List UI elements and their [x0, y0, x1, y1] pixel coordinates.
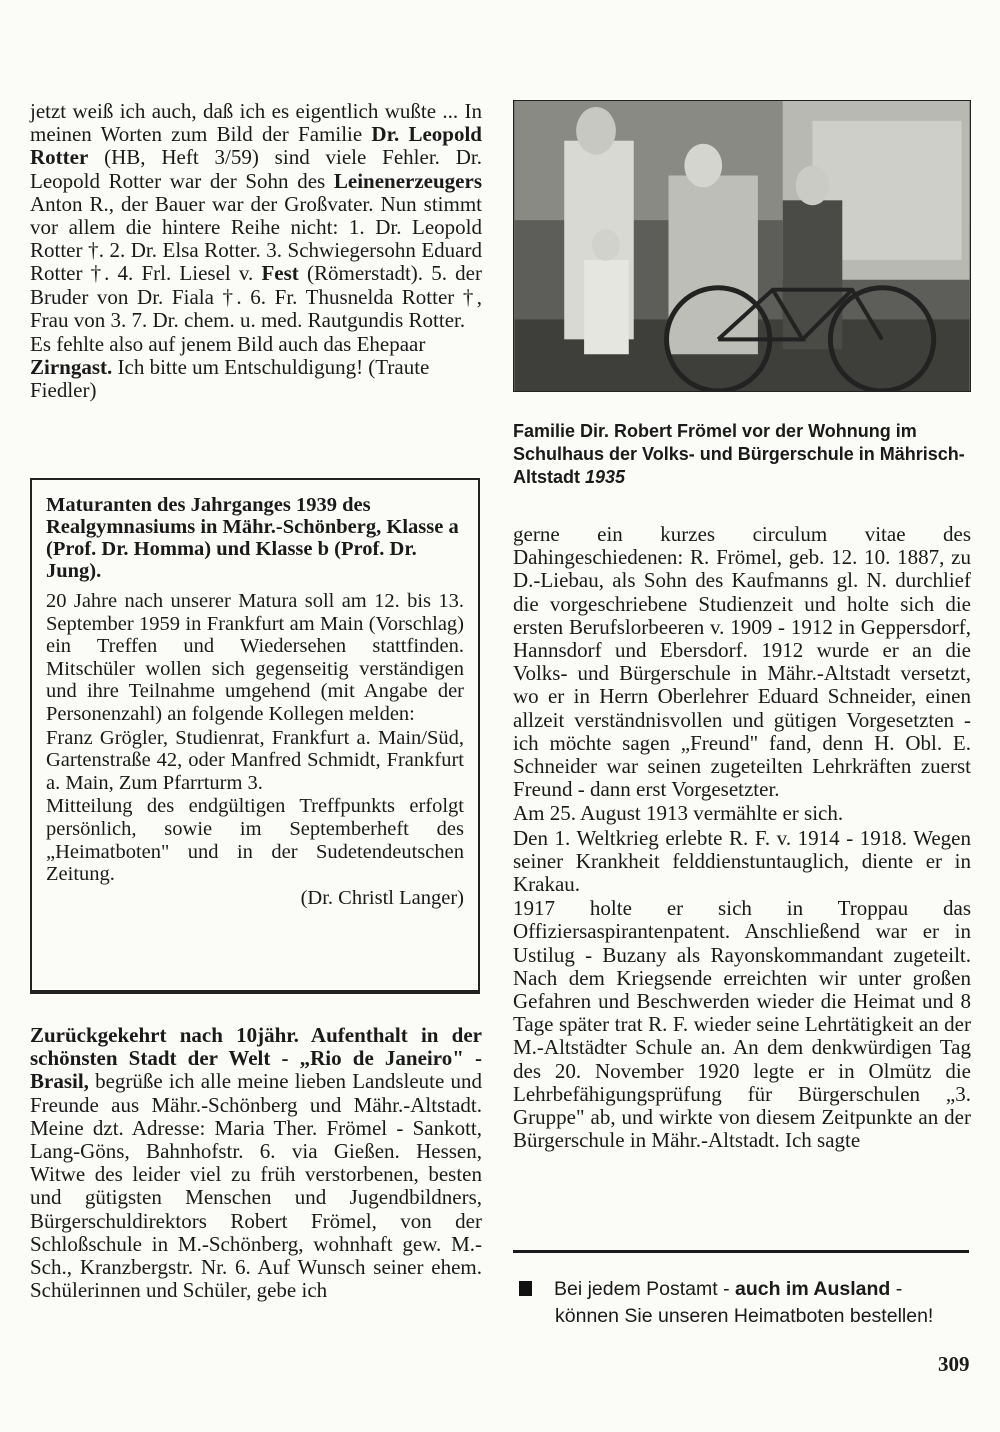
biography-paragraph-3: Den 1. Weltkrieg erlebte R. F. v. 1914 - 1918. Wegen seiner Krankheit felddienstuntauglich, diente er in Krakau.	[513, 825, 971, 897]
page-number: 309	[938, 1352, 970, 1376]
ad-line-1	[513, 1276, 973, 1303]
return-notice	[30, 1024, 482, 1302]
ad-line-2: können Sie unseren Heimatboten bestellen!	[555, 1305, 934, 1327]
return-notice-paragraph: Zurückgekehrt nach 10jähr. Aufenthalt in der schönsten Stadt der Welt - „Rio de Janeiro" - Brasil, begrüße ich alle meine lieben Landsleute und Freunde aus Mähr.-Schönberg und Mähr.-Altstadt. Meine dzt. Adresse: Maria Ther. Frömel - Sankott, Lang-Göns, Bahnhofstr. 6. via Gießen. Hessen, Witwe des leider viel zu früh verstorbenen, besten und gütigsten Menschen und Jugendbildners, Bürgerschuldirektors Robert Frömel, von der Schloßschule in M.-Schönberg, wohnhaft gew. M.-Sch., Kranzbergstr. Nr. 6. Auf Wunsch seiner ehem. Schülerinnen und Schüler, gebe ich	[30, 1023, 482, 1303]
announcement-heading: Maturanten des Jahrganges 1939 des Realgymnasiums in Mähr.-Schönberg, Klasse a (Prof. Dr. Homma) und Klasse b (Prof. Dr. Jung).	[46, 494, 459, 582]
photo-caption-year: 1935	[585, 467, 626, 487]
photo-caption-text: Familie Dir. Robert Frömel vor der Wohnung im Schulhaus der Volks- und Bürgerschule in Mährisch-Altstadt	[513, 421, 965, 487]
bold-run: Leinenerzeugers	[333, 168, 482, 193]
bold-run: Zirngast.	[30, 355, 113, 380]
announcement-paragraph: 20 Jahre nach unserer Matura soll am 12. bis 13. September 1959 in Frankfurt am Main (Vorschlag) ein Treffen und Wiedersehen stattfinden. Mitschüler wollen sich gegenseitig verständigen und ihre Teilnahme umgehend (mit Angabe der Personenzahl) an folgende Kollegen melden:	[46, 590, 464, 725]
ad-text-c: -	[890, 1278, 903, 1300]
bold-run: Fest	[261, 261, 299, 286]
biography-paragraph-2: Am 25. August 1913 vermählte er sich.	[513, 801, 844, 826]
subscription-ad	[513, 1276, 973, 1330]
biography-paragraph-4: 1917 holte er sich in Troppau das Offiziersaspirantenpatent. Anschließend war er in Ustilug - Buzany als Rayonskommandant zugeteilt. Nach dem Kriegsende erreichten wir unter großen Gefahren und Beschwerden wieder die Heimat und 8 Tage später trat R. F. wieder seine Lehrtätigkeit an der M.-Altstädter Schule an. An dem denkwürdigen Tag des 20. November 1920 legte er in Olmütz die Lehrbefähigungsprüfung für Bürgerschulen „3. Gruppe" ab, und wirkte von diesem Zeitpunkte an der Bürgerschule in Mähr.-Altstadt. Ich sagte	[513, 896, 971, 1153]
announcement-signature: (Dr. Christl Langer)	[300, 886, 464, 909]
bold-run: Zurückgekehrt nach 10jähr. Aufenthalt in der schönsten Stadt der Welt - „Rio de Janeiro" - Brasil,	[30, 1023, 482, 1094]
photo-caption	[513, 420, 971, 489]
ad-divider	[513, 1250, 969, 1253]
biography-paragraph-1: gerne ein kurzes circulum vitae des Dahingeschiedenen: R. Frömel, geb. 12. 10. 1887, zu D.-Liebau, als Sohn des Kaufmanns gl. N. durchlief die vorgeschriebene Studienzeit und holte sich die ersten Berufslorbeeren v. 1909 - 1912 in Geppersdorf, Hannsdorf und Ebersdorf. 1912 wurde er an die Volks- und Bürgerschule in Mähr.-Altstadt versetzt, wo er in Herrn Oberlehrer Eduard Schneider, einen allzeit verständnisvollen und gütigen Vorgesetzten - ich möchte sagen „Freund" fand, denn H. Obl. E. Schneider war seinen zugeteilten Lehrkräften zuerst Freund - dann erst Vorgesetzter.	[513, 522, 971, 802]
notice-paragraph: Mitteilung des endgültigen Treffpunkts erfolgt persönlich, sowie im Septemberheft des „Heimatboten" und in der Sudetendeutschen Zeitung.	[46, 795, 464, 886]
reunion-announcement-box	[30, 478, 480, 994]
bold-run: Dr. Leopold Rotter	[30, 122, 482, 170]
right-column	[513, 100, 971, 1152]
biography-text	[513, 523, 971, 1152]
apology-paragraph: Es fehlte also auf jenem Bild auch das Ehepaar Zirngast. Ich bitte um Entschuldigung! (Traute Fiedler)	[30, 332, 430, 403]
contact-paragraph: Franz Grögler, Studienrat, Frankfurt a. Main/Süd, Gartenstraße 42, oder Manfred Schmidt, Frankfurt a. Main, Zum Pfarrturm 3.	[46, 726, 464, 794]
bullet-square-icon	[519, 1281, 532, 1296]
correction-paragraph: jetzt weiß ich auch, daß ich es eigentlich wußte ... In meinen Worten zum Bild der Familie Dr. Leopold Rotter (HB, Heft 3/59) sind viele Fehler. Dr. Leopold Rotter war der Sohn des Leinenerzeugers Anton R., der Bauer war der Großvater. Nun stimmt vor allem die hintere Reihe nicht: 1. Dr. Leopold Rotter †. 2. Dr. Elsa Rotter. 3. Schwiegersohn Eduard Rotter †. 4. Frl. Liesel v. Fest (Römerstadt). 5. der Bruder von Dr. Fiala †. 6. Fr. Thusnelda Rotter †, Frau von 3. 7. Dr. chem. u. med. Rautgundis Rotter.	[30, 99, 482, 332]
family-photo	[513, 100, 971, 392]
ad-text-emphasis: auch im Ausland	[734, 1278, 891, 1300]
left-column	[30, 100, 482, 403]
ad-text-a: Bei jedem Postamt -	[554, 1278, 735, 1300]
